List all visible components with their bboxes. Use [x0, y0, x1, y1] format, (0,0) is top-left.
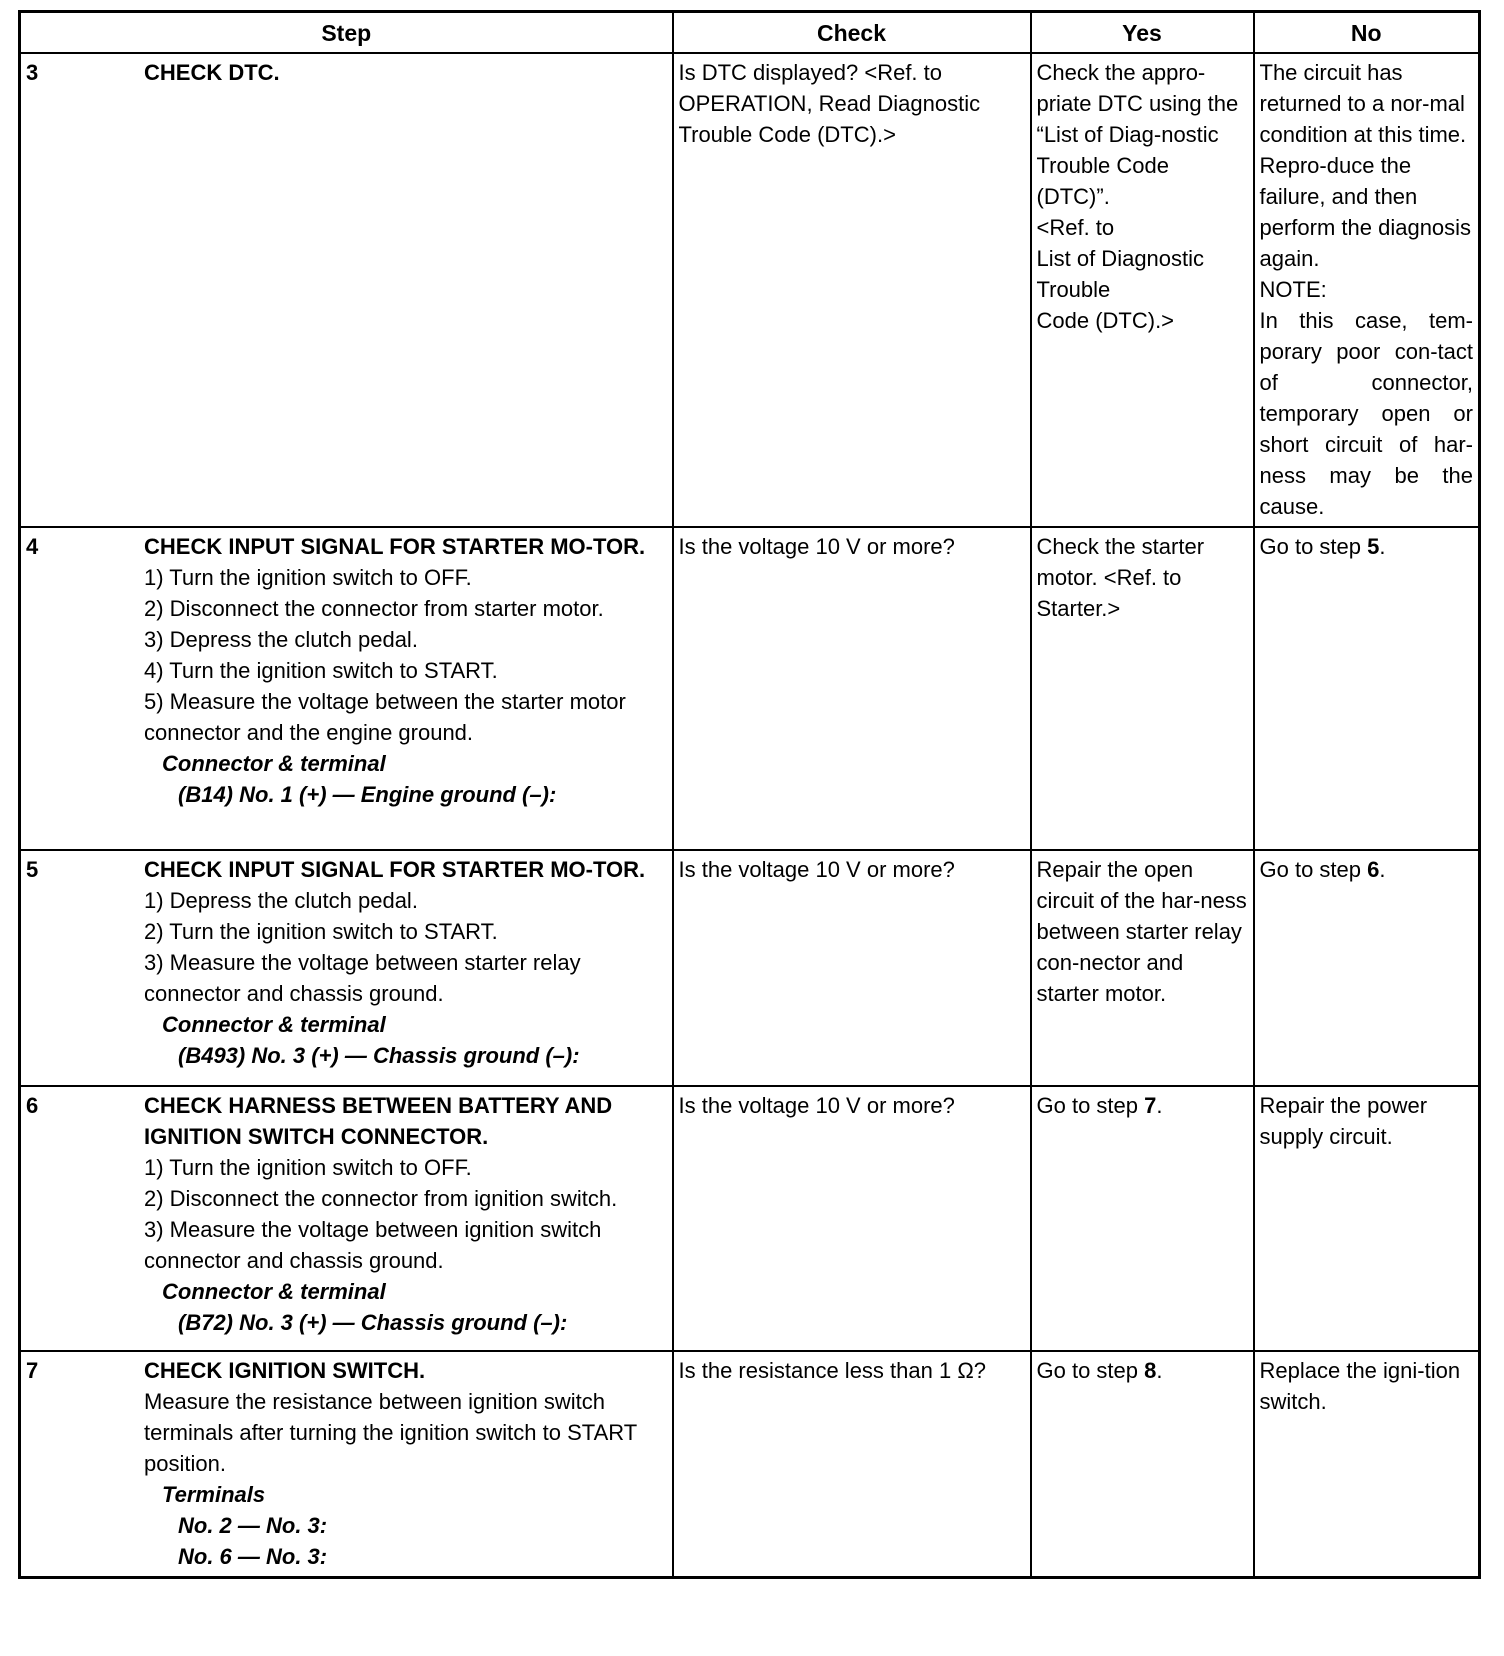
step-title: CHECK IGNITION SWITCH.	[144, 1358, 426, 1383]
step-link[interactable]: 8	[1144, 1358, 1157, 1383]
step-number: 6	[26, 1093, 39, 1118]
step-title: CHECK INPUT SIGNAL FOR STARTER MO-TOR.	[144, 857, 646, 882]
header-check: Check	[673, 12, 1031, 54]
step-link[interactable]: 6	[1367, 857, 1380, 882]
step-number: 5	[26, 857, 39, 882]
step-cell	[20, 1086, 673, 1351]
procedure-step: 1) Depress the clutch pedal.	[144, 888, 418, 913]
yes-cell: Repair the open circuit of the har-ness between starter relay con-nector and starter motor.	[1031, 850, 1254, 1086]
table-row	[20, 850, 1480, 1086]
step-title: CHECK HARNESS BETWEEN BATTERY AND IGNITION SWITCH CONNECTOR.	[144, 1093, 613, 1149]
yes-suffix: .	[1156, 1358, 1163, 1383]
check-cell: Is the voltage 10 V or more?	[673, 1086, 1031, 1351]
step-link[interactable]: 5	[1367, 534, 1380, 559]
yes-text: Go to step	[1036, 1093, 1145, 1118]
spec-value: (B14) No. 1 (+) — Engine ground (–):	[178, 782, 557, 807]
check-cell: Is the voltage 10 V or more?	[673, 850, 1031, 1086]
yes-suffix: .	[1156, 1093, 1163, 1118]
procedure-step: 4) Turn the ignition switch to START.	[144, 658, 498, 683]
header-step: Step	[20, 12, 673, 54]
procedure-step: 1) Turn the ignition switch to OFF.	[144, 1155, 472, 1180]
yes-cell	[1031, 1086, 1254, 1351]
procedure-step: 1) Turn the ignition switch to OFF.	[144, 565, 472, 590]
spec-value: (B493) No. 3 (+) — Chassis ground (–):	[178, 1043, 580, 1068]
check-cell: Is the resistance less than 1 Ω?	[673, 1351, 1031, 1578]
yes-cell: Check the starter motor. <Ref. to Starter.>	[1031, 527, 1254, 850]
procedure-step: 2) Disconnect the connector from starter motor.	[144, 596, 604, 621]
table-row	[20, 527, 1480, 850]
table-row	[20, 1086, 1480, 1351]
header-no: No	[1254, 12, 1480, 54]
procedure-step: 3) Depress the clutch pedal.	[144, 627, 418, 652]
no-cell	[1254, 527, 1480, 850]
step-number: 7	[26, 1358, 39, 1383]
spec-label: Connector & terminal	[162, 1279, 386, 1304]
step-title: CHECK INPUT SIGNAL FOR STARTER MO-TOR.	[144, 534, 646, 559]
spec-label: Connector & terminal	[162, 1012, 386, 1037]
no-cell: Replace the igni-tion switch.	[1254, 1351, 1480, 1578]
spec-value: No. 2 — No. 3:	[178, 1513, 328, 1538]
no-text: Go to step	[1259, 534, 1368, 559]
note-text: In this case, tem-porary poor con-tact of connector, temporary open or short circuit of har-ness may be the cause.	[1259, 308, 1473, 519]
no-cell	[1254, 850, 1480, 1086]
check-cell: Is DTC displayed? <Ref. to OPERATION, Read Diagnostic Trouble Code (DTC).>	[673, 53, 1031, 527]
step-number: 4	[26, 534, 39, 559]
yes-text: Check the appro-priate DTC using the “List of Diag-nostic Trouble Code (DTC)”.	[1036, 60, 1239, 209]
yes-cell	[1031, 53, 1254, 527]
spec-value: No. 6 — No. 3:	[178, 1544, 328, 1569]
yes-ref-link[interactable]: List of Diagnostic Trouble	[1036, 246, 1205, 302]
spec-label: Terminals	[162, 1482, 266, 1507]
no-text: The circuit has returned to a nor-mal condition at this time. Repro-duce the failure, and then perform the diagnosis again.	[1259, 60, 1472, 271]
spec-value: (B72) No. 3 (+) — Chassis ground (–):	[178, 1310, 568, 1335]
step-title: CHECK DTC.	[144, 60, 280, 85]
note-label: NOTE:	[1259, 277, 1327, 302]
procedure-text: Measure the resistance between ignition switch terminals after turning the ignition switch to START position.	[144, 1389, 637, 1476]
diagnostic-table	[18, 10, 1481, 1579]
table-row	[20, 1351, 1480, 1578]
procedure-step: 5) Measure the voltage between the starter motor connector and the engine ground.	[144, 689, 626, 745]
no-text: Go to step	[1259, 857, 1368, 882]
step-cell	[20, 850, 673, 1086]
table-row	[20, 53, 1480, 527]
procedure-step: 3) Measure the voltage between ignition switch connector and chassis ground.	[144, 1217, 602, 1273]
no-suffix: .	[1379, 534, 1386, 559]
check-cell: Is the voltage 10 V or more?	[673, 527, 1031, 850]
procedure-step: 2) Turn the ignition switch to START.	[144, 919, 498, 944]
no-cell	[1254, 53, 1480, 527]
yes-ref-line: Code (DTC).>	[1036, 308, 1175, 333]
procedure-step: 3) Measure the voltage between starter relay connector and chassis ground.	[144, 950, 581, 1006]
header-yes: Yes	[1031, 12, 1254, 54]
step-link[interactable]: 7	[1144, 1093, 1157, 1118]
step-number: 3	[26, 60, 39, 85]
header-row	[20, 12, 1480, 54]
spec-label: Connector & terminal	[162, 751, 386, 776]
yes-cell	[1031, 1351, 1254, 1578]
procedure-step: 2) Disconnect the connector from ignition switch.	[144, 1186, 618, 1211]
step-cell	[20, 527, 673, 850]
yes-ref-line: <Ref. to	[1036, 215, 1115, 240]
no-cell: Repair the power supply circuit.	[1254, 1086, 1480, 1351]
yes-text: Go to step	[1036, 1358, 1145, 1383]
step-cell	[20, 1351, 673, 1578]
no-suffix: .	[1379, 857, 1386, 882]
step-cell	[20, 53, 673, 527]
